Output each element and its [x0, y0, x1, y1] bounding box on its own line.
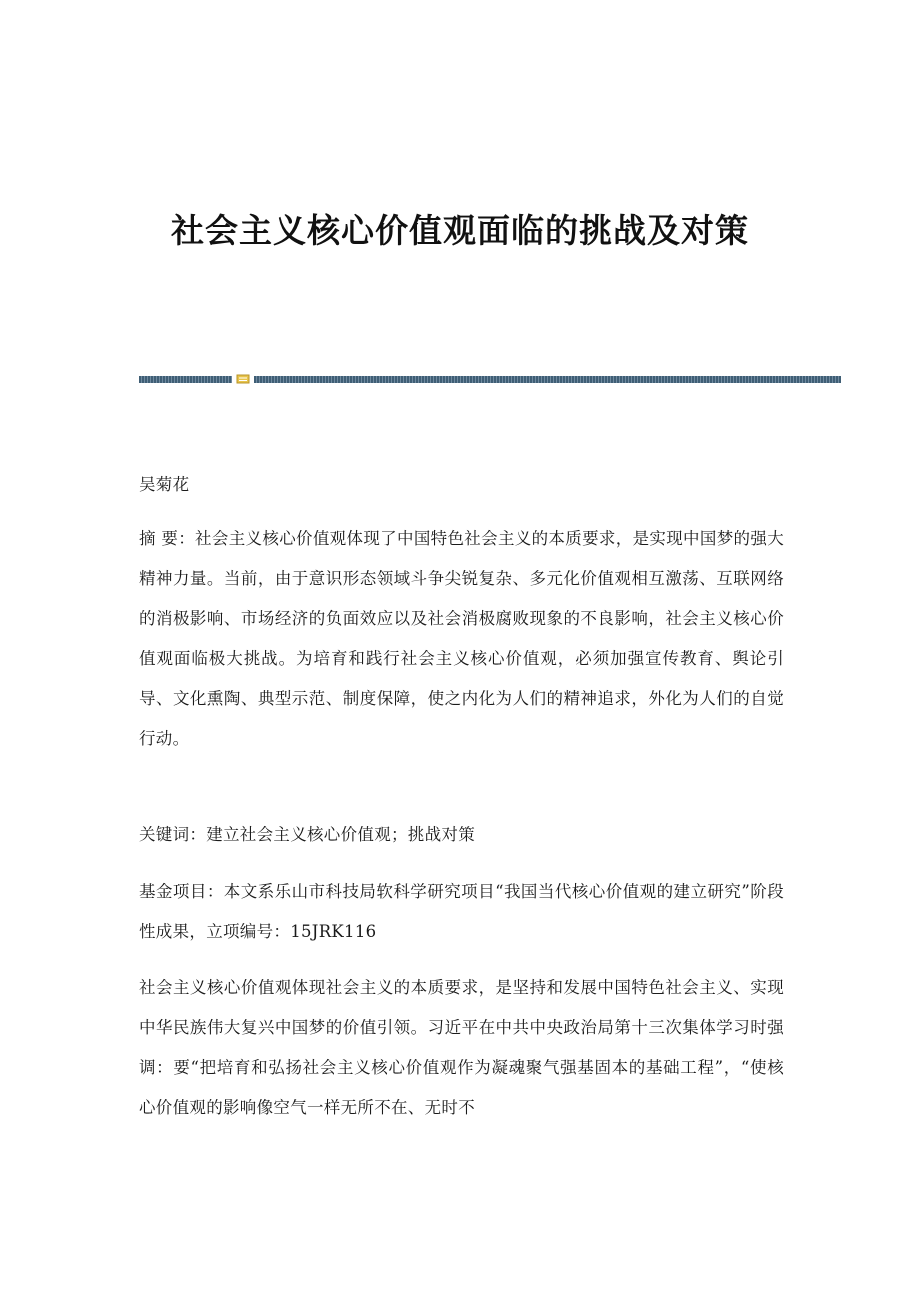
divider-bar-right	[254, 376, 841, 383]
title-divider	[139, 374, 841, 384]
author-name: 吴菊花	[139, 475, 190, 494]
document-title: 社会主义核心价值观面临的挑战及对策	[171, 211, 749, 250]
keywords-line: 关键词：建立社会主义核心价值观；挑战对策	[139, 825, 475, 844]
abstract-paragraph: 摘 要：社会主义核心价值观体现了中国特色社会主义的本质要求，是实现中国梦的强大精神力量。当前，由于意识形态领域斗争尖锐复杂、多元化价值观相互激荡、互联网络的消极影响、市场经济的负面效应以及社会消极腐败现象的不良影响，社会主义核心价值观面临极大挑战。为培育和践行社会主义核心价值观，必须加强宣传教育、舆论引导、文化熏陶、典型示范、制度保障，使之内化为人们的精神追求，外化为人们的自觉行动。	[139, 529, 784, 748]
body-paragraph: 社会主义核心价值观体现社会主义的本质要求，是坚持和发展中国特色社会主义、实现中华民族伟大复兴中国梦的价值引领。习近平在中共中央政治局第十三次集体学习时强调：要“把培育和弘扬社会主义核心价值观作为凝魂聚气强基固本的基础工程”，“使核心价值观的影响像空气一样无所不在、无时不	[139, 978, 784, 1117]
divider-ornament-icon	[236, 374, 250, 384]
fund-project-line: 基金项目：本文系乐山市科技局软科学研究项目“我国当代核心价值观的建立研究”阶段性成果，立项编号：15JRK116	[139, 882, 784, 941]
divider-bar-left	[139, 376, 232, 383]
